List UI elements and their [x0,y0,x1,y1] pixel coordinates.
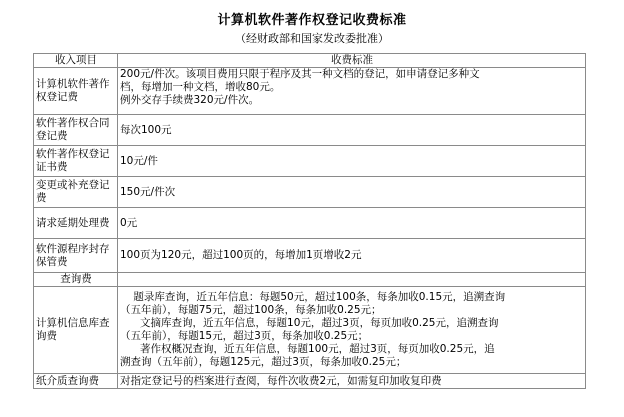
page-title: 计算机软件著作权登记收费标准 [217,13,407,28]
row-fee: 0元 [118,208,586,239]
table-row [34,208,586,239]
section-query-fee: 查询费 [34,273,118,287]
row-fee: 题录库查询，近五年信息：每题50元，超过100条，每条加收0.15元，追溯查询 （五年前），每题75元，超过100条，每条加收0.25元； 文摘库查询，近五年信息，每题10元，超过3页，每页加收0.25元，追溯查询 （五年前），每题15元，超过3页，每条加收0.25元； 著作权概况查询，近五年信息，每题100元，超过3页，每页加收0.25元，追 溯查询（五年前），每题125元，超过3页，每条加收0.25元； [118,287,586,374]
table-row [34,146,586,177]
section-empty-cell [118,273,586,287]
header-income-item: 收入项目 [34,54,118,68]
header-fee-standard: 收费标准 [118,54,586,68]
row-fee: 对指定登记号的档案进行查阅，每件次收费2元，如需复印加收复印费 [118,374,586,389]
page-subtitle: （经财政部和国家发改委批准） [235,32,389,45]
table-header-row [34,54,586,68]
row-item: 软件源程序封存保管费 [34,239,118,273]
table-row [34,177,586,208]
row-item: 变更或补充登记费 [34,177,118,208]
table-row [34,287,586,374]
row-fee: 10元/件 [118,146,586,177]
table-row [34,239,586,273]
row-item: 软件著作权合同登记费 [34,115,118,146]
row-fee: 100页为120元，超过100页的，每增加1页增收2元 [118,239,586,273]
row-fee: 200元/件次。该项目费用只限于程序及其一种文档的登记，如申请登记多种文 档，每增加一种文档，增收80元。 例外交存手续费320元/件次。 [118,68,586,115]
fee-table [33,53,586,389]
row-item: 请求延期处理费 [34,208,118,239]
row-item: 纸介质查询费 [34,374,118,389]
row-fee: 150元/件次 [118,177,586,208]
section-row [34,273,586,287]
table-row [34,115,586,146]
table-row [34,68,586,115]
row-item: 计算机信息库查询费 [34,287,118,374]
row-item: 计算机软件著作权登记费 [34,68,118,115]
row-item: 软件著作权登记证书费 [34,146,118,177]
row-fee: 每次100元 [118,115,586,146]
table-row [34,374,586,389]
